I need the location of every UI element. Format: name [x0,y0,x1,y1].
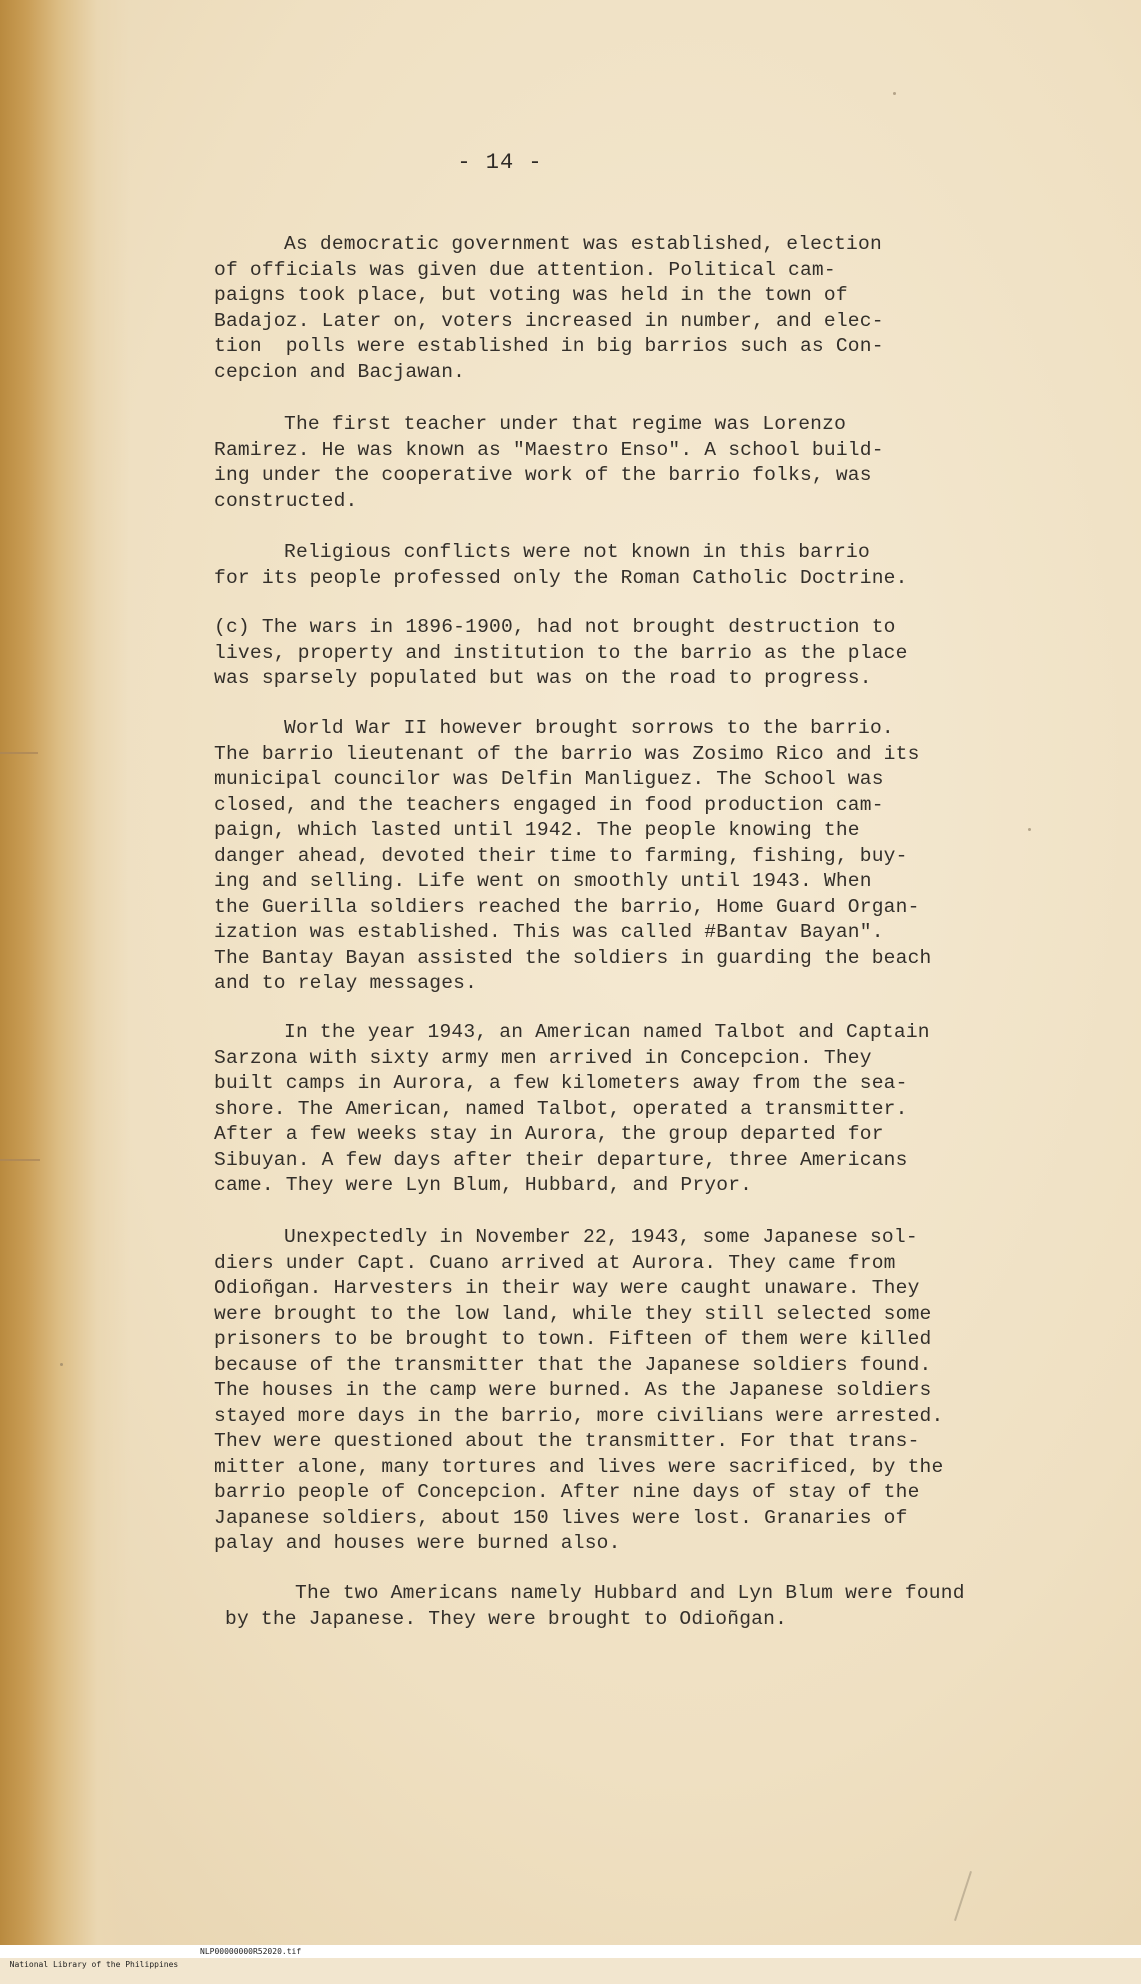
text-line: ing under the cooperative work of the barrio folks, was [214,464,872,486]
text-line: ization was established. This was called #Bantav Bayan". [214,921,884,943]
text-line: shore. The American, named Talbot, operated a transmitter. [214,1097,908,1120]
text-line: Thev were questioned about the transmitter. For that trans- [214,1430,920,1452]
paragraph-2 [214,412,884,514]
text-line: of officials was given due attention. Political cam- [214,258,836,281]
paragraph-7 [214,1225,943,1557]
edge-mark [0,752,38,754]
text-line: mitter alone, many tortures and lives were sacrificed, by the [214,1455,944,1478]
text-line: The Bantay Bayan assisted the soldiers in guarding the beach [214,946,932,969]
text-line: built camps in Aurora, a few kilometers away from the sea- [214,1072,908,1094]
text-line: Odioñgan. Harvesters in their way were caught unaware. They [214,1277,920,1299]
text-line: cepcion and Bacjawan. [214,360,466,383]
text-line: came. They were Lyn Blum, Hubbard, and Pryor. [214,1174,753,1196]
text-line: Badajoz. Later on, voters increased in number, and elec- [214,309,884,332]
text-line: barrio people of Concepcion. After nine days of stay of the [214,1481,920,1503]
text-line: the Guerilla soldiers reached the barrio, Home Guard Organ- [214,895,920,918]
text-line: prisoners to be brought to town. Fifteen of them were killed [214,1328,932,1350]
text-line: lives, property and institution to the barrio as the place [214,641,908,664]
text-line: closed, and the teachers engaged in food production cam- [214,793,884,816]
paragraph-4 [214,615,908,692]
text-line: Japanese soldiers, about 150 lives were lost. Granaries of [214,1506,908,1529]
text-line: by the Japanese. They were brought to Odioñgan. [225,1607,788,1630]
page-number: - 14 - [457,150,543,175]
paragraph-1 [214,232,884,385]
text-line: were brought to the low land, while they still selected some [214,1302,932,1325]
paper-speck [893,92,896,95]
text-line: Religious conflicts were not known in this barrio [284,541,870,563]
text-line: The houses in the camp were burned. As the Japanese soldiers [214,1379,932,1401]
text-line: municipal councilor was Delfin Manliguez. The School was [214,768,884,790]
paragraph-5 [214,716,932,997]
text-line: and to relay messages. [214,972,478,994]
binding-shadow [0,0,130,1945]
footer-file-id: NLP00000000R52020.tif [200,1947,302,1956]
paper-speck [60,1363,63,1366]
edge-mark [0,1159,40,1161]
paper-speck [1028,828,1031,831]
text-line: diers under Capt. Cuano arrived at Aurora. They came from [214,1251,896,1274]
text-line: tion polls were established in big barrios such as Con- [214,335,884,357]
text-line: World War II however brought sorrows to the barrio. [284,717,894,739]
text-line: The two Americans namely Hubbard and Lyn Blum were found [295,1582,965,1604]
text-line: stayed more days in the barrio, more civilians were arrested. [214,1404,944,1427]
text-line: Unexpectedly in November 22, 1943, some Japanese sol- [284,1226,918,1248]
text-line: for its people professed only the Roman Catholic Doctrine. [214,566,908,589]
text-line: palay and houses were burned also. [214,1532,621,1554]
text-line: After a few weeks stay in Aurora, the group departed for [214,1123,884,1145]
text-line: (c) The wars in 1896-1900, had not brought destruction to [214,616,896,638]
text-line: The first teacher under that regime was Lorenzo [284,413,847,435]
text-line: paign, which lasted until 1942. The people knowing the [214,819,860,841]
text-line: In the year 1943, an American named Talbot and Captain [284,1021,930,1043]
text-line: because of the transmitter that the Japanese soldiers found. [214,1353,932,1376]
text-line: paigns took place, but voting was held in the town of [214,284,848,306]
paragraph-8 [225,1581,965,1632]
paragraph-6 [214,1020,930,1199]
paragraph-3 [214,540,908,591]
scan-footer [0,1945,1141,1969]
text-line: Sarzona with sixty army men arrived in Concepcion. They [214,1046,872,1069]
text-line: danger ahead, devoted their time to farming, fishing, buy- [214,844,908,867]
text-line: ing and selling. Life went on smoothly until 1943. When [214,870,872,892]
text-line: As democratic government was established, election [284,233,882,255]
text-line: Ramirez. He was known as "Maestro Enso". A school build- [214,438,884,461]
text-line: constructed. [214,489,358,512]
pencil-mark [954,1871,972,1921]
footer-library: National Library of the Philippines [9,1960,179,1969]
text-line: The barrio lieutenant of the barrio was Zosimo Rico and its [214,742,920,765]
text-line: was sparsely populated but was on the road to progress. [214,667,872,689]
text-line: Sibuyan. A few days after their departure, three Americans [214,1148,908,1171]
